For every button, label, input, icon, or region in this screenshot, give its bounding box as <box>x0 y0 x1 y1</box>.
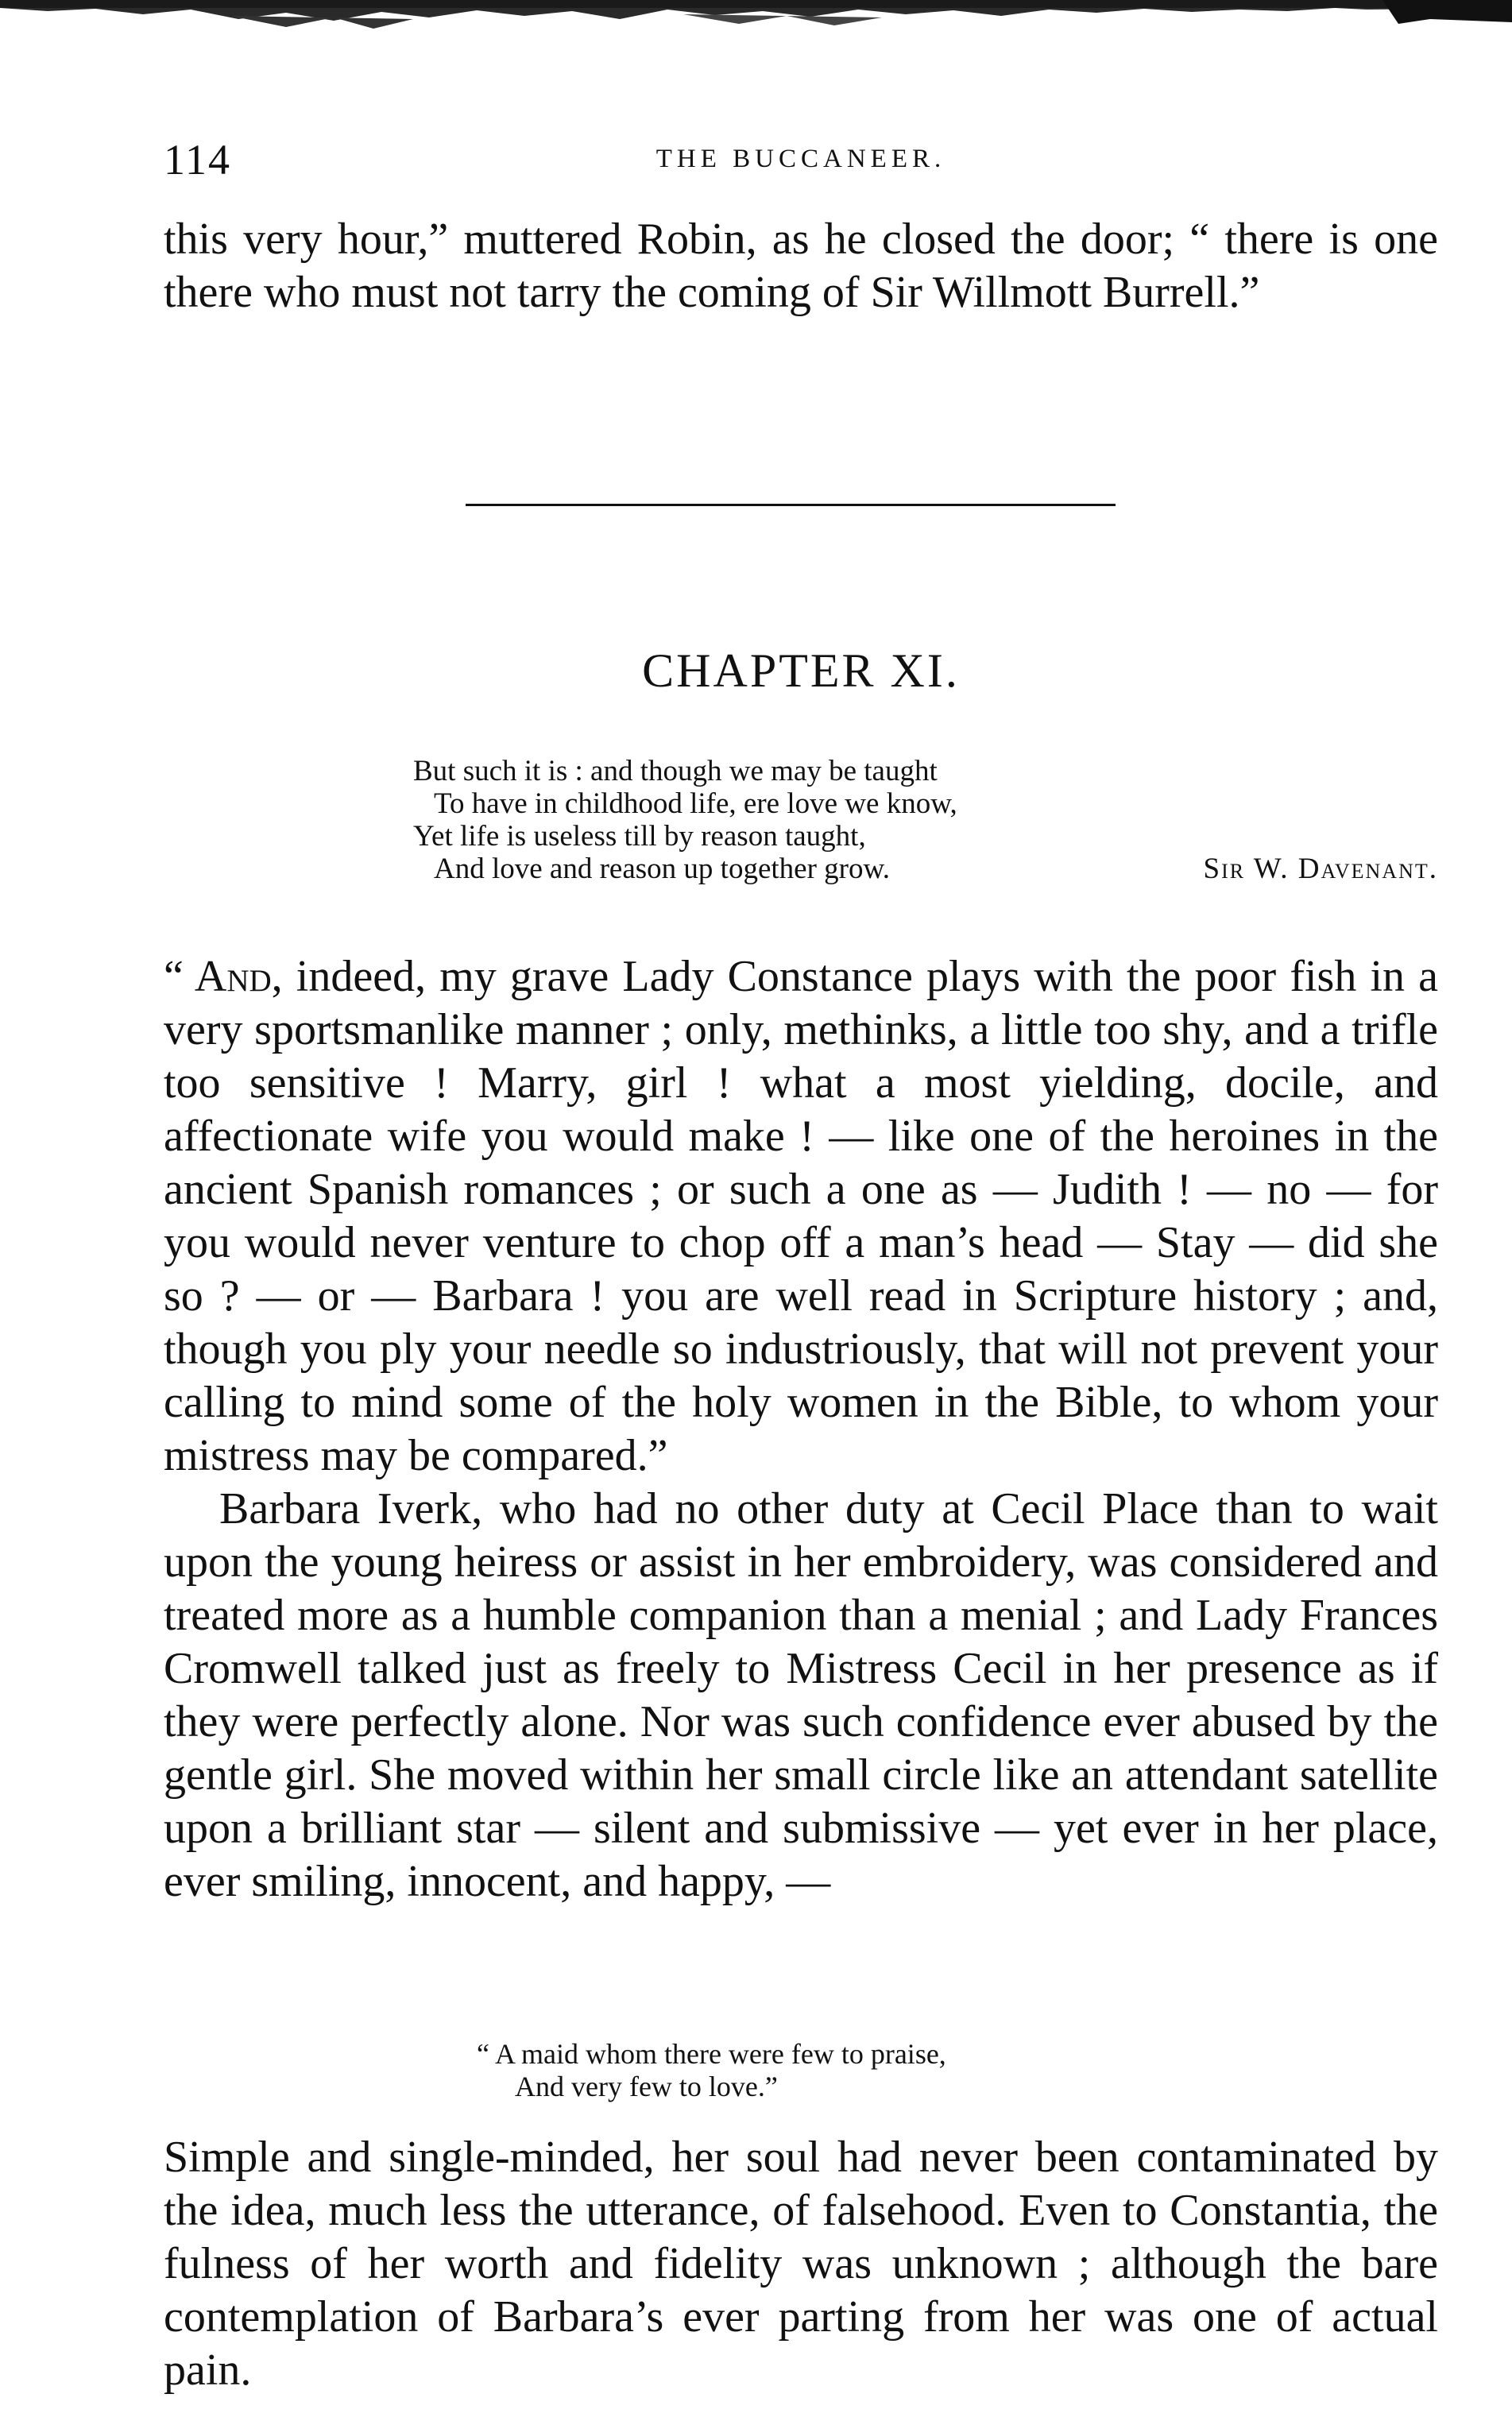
paragraph-barbara: Barbara Iverk, who had no other duty at Cecil Place than to wait upon the young heiress or assist in her embroidery, was considered and treated more as a humble companion than a menial ; and Lady Frances Cromwell talked just as freely to Mistress Cecil in her presence as if they were perfectly alone. Nor was such confidence ever abused by the gentle girl. She moved within her small circle like an attendant satellite upon a brilliant star — silent and submissive — yet ever in her place, ever smiling, innocent, and happy, — <box>164 1484 1438 1906</box>
verse-line: “ A maid whom there were few to praise, <box>477 2038 946 2070</box>
opening-paragraph: this very hour,” muttered Robin, as he closed the door; “ there is one there who must not tarry the coming of Sir Willmott Burrell.” <box>164 215 1438 317</box>
paragraph-closing: Simple and single-minded, her soul had never been contaminated by the idea, much less the utterance, of falsehood. Even to Constantia, the fulness of her worth and fidelity was unknown ; although the bare contemplation of Barbara’s ever parting from her was one of actual pain. <box>164 2133 1438 2395</box>
epigraph <box>413 755 1438 885</box>
verse-line: And very few to love.” <box>515 2071 778 2102</box>
page-header <box>164 135 1438 186</box>
chapter-title: CHAPTER XI. <box>642 644 960 697</box>
closing-passage <box>164 2131 1438 2397</box>
paragraph-lead: “ And, <box>164 952 283 1001</box>
verse-quote <box>477 2038 1271 2103</box>
epigraph-attribution: Sir W. Davenant. <box>1203 853 1438 885</box>
paragraph-dialogue <box>164 950 1438 1483</box>
main-text <box>164 950 1438 1909</box>
epigraph-line: To have in childhood life, ere love we know, <box>434 787 957 820</box>
opening-passage <box>164 213 1438 319</box>
epigraph-line: And love and reason up together grow. <box>434 853 891 885</box>
section-divider <box>466 504 1116 506</box>
epigraph-line: Yet life is useless till by reason taught, <box>413 820 866 853</box>
page-number: 114 <box>164 136 231 184</box>
running-head: THE BUCCANEER. <box>655 145 946 173</box>
scan-edge-artifact <box>0 0 1512 37</box>
paragraph-body: indeed, my grave Lady Constance plays with the poor fish in a very sportsmanlike manner ; only, methinks, a little too shy, and a trifle too sensitive ! Marry, girl ! what a most yielding, docile, and affectionate wife you would make ! — like one of the heroines in the ancient Spanish romances ; or such a one as — Judith ! — no — for you would never venture to chop off a man’s head — Stay — did she so ? — or — Barbara ! you are well read in Scripture history ; and, though you ply your needle so industriously, that will not prevent your calling to mind some of the holy women in the Bible, to whom your mistress may be compared.” <box>164 952 1438 1480</box>
epigraph-line: But such it is : and though we may be taught <box>413 755 938 787</box>
